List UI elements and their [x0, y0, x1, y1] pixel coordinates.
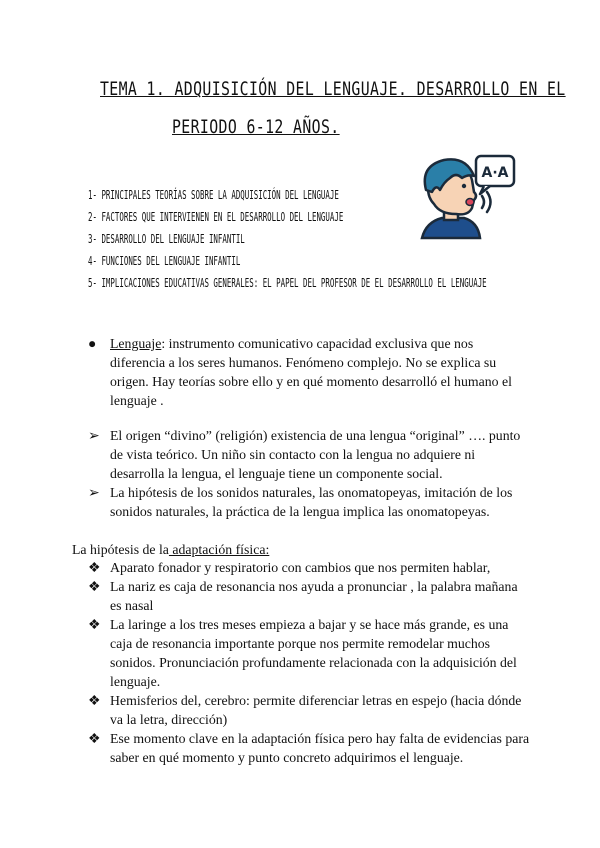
- diamond-bullet-icon: ❖: [88, 579, 101, 594]
- diamond-bullet-icon: ❖: [88, 731, 101, 746]
- diamond-bullet-icon: ❖: [88, 617, 101, 632]
- page-title-line2: PERIODO 6-12 AÑOS.: [172, 116, 340, 138]
- theory-text: La hipótesis de los sonidos naturales, las onomatopeyas, imitación de los sonidos naturales, la práctica de la lengua implica las onomatopeyas.: [110, 485, 513, 519]
- lenguaje-definition: [88, 334, 528, 410]
- list-item: [88, 483, 528, 521]
- heading-term: adaptación física:: [168, 542, 270, 557]
- toc-item: 5- IMPLICACIONES EDUCATIVAS GENERALES: EL PAPEL DEL PROFESOR DE EL DESARROLLO EL LENGUAJE: [88, 276, 487, 290]
- list-item: [88, 558, 532, 577]
- definition-text: : instrumento comunicativo capacidad exclusiva que nos diferencia a los seres humanos. Fenómeno complejo. No se explica su origen. Hay teorías sobre ello y en qué momento desarrolló el humano el lenguaje .: [110, 336, 512, 408]
- arrow-bullet-icon: ➢: [88, 428, 100, 443]
- item-text: La nariz es caja de resonancia nos ayuda a pronunciar , la palabra mañana es nasal: [110, 579, 518, 613]
- bullet-icon: ●: [88, 336, 97, 351]
- toc-item: 3- DESARROLLO DEL LENGUAJE INFANTIL: [88, 232, 245, 246]
- adaptation-heading: [72, 540, 532, 559]
- diamond-bullet-icon: ❖: [88, 693, 101, 708]
- list-item: [88, 426, 528, 483]
- toc-item: 1- PRINCIPALES TEORÍAS SOBRE LA ADQUISICIÓN DEL LENGUAJE: [88, 188, 339, 202]
- toc-item: 2- FACTORES QUE INTERVIENEN EN EL DESARROLLO DEL LENGUAJE: [88, 210, 344, 224]
- item-text: Ese momento clave en la adaptación física pero hay falta de evidencias para saber en qué momento y punto concreto adquirimos el lenguaje.: [110, 731, 530, 765]
- heading-prefix: La hipótesis de la: [72, 542, 169, 557]
- theories-list: [88, 426, 528, 521]
- item-text: Hemisferios del, cerebro: permite diferenciar letras en espejo (hacia dónde va la letra, dirección): [110, 693, 522, 727]
- adaptation-list: [88, 558, 532, 767]
- item-text: Aparato fonador y respiratorio con cambios que nos permiten hablar,: [110, 560, 491, 575]
- table-of-contents: [88, 184, 600, 294]
- list-item: [88, 691, 532, 729]
- list-item: [88, 334, 528, 410]
- page-title: TEMA 1. ADQUISICIÓN DEL LENGUAJE. DESARROLLO EN EL: [100, 78, 566, 100]
- list-item: [88, 615, 532, 691]
- arrow-bullet-icon: ➢: [88, 485, 100, 500]
- bubble-text: A·A: [481, 165, 509, 181]
- diamond-bullet-icon: ❖: [88, 560, 101, 575]
- toc-item: 4- FUNCIONES DEL LENGUAJE INFANTIL: [88, 254, 241, 268]
- theory-text: El origen “divino” (religión) existencia de una lengua “original” …. punto de vista teórico. Un niño sin contacto con la lengua no adquiere ni desarrolla la lengua, el lenguaje tiene un componente social.: [110, 428, 521, 481]
- list-item: [88, 577, 532, 615]
- item-text: La laringe a los tres meses empieza a bajar y se hace más grande, es una caja de resonancia importante porque nos permite remodelar muchos sonidos. Pronunciación profundamente relacionada con la adquisición del lenguaje.: [110, 617, 517, 689]
- term-lenguaje: Lenguaje: [110, 336, 162, 351]
- list-item: [88, 729, 532, 767]
